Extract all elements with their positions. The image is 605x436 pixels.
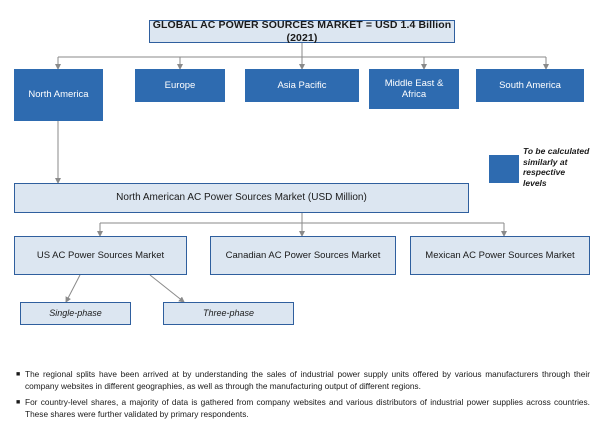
note-text: The regional splits have been arrived at by understanding the sales of industrial power supply units offered by various manufacturers through their company websites in different geographies, as well as through the manufacturing output of different regions. <box>25 369 590 392</box>
legend-label: To be calculated similarly at respective levels <box>523 146 590 188</box>
region-box-asia-pacific[interactable]: Asia Pacific <box>245 69 359 102</box>
phase-box-single[interactable]: Single-phase <box>20 302 131 325</box>
note-item <box>16 368 590 392</box>
country-box-canada[interactable]: Canadian AC Power Sources Market <box>210 236 396 275</box>
legend-swatch <box>489 155 519 183</box>
note-text: For country-level shares, a majority of data is gathered from company websites and various distributors of industrial power supplies across countries. These shares were further validated by primary respondents. <box>25 397 590 420</box>
region-box-north-america[interactable]: North America <box>14 69 103 121</box>
bullet-icon: ■ <box>16 371 21 378</box>
diagram-title: GLOBAL AC POWER SOURCES MARKET = USD 1.4 Billion (2021) <box>149 20 455 43</box>
notes-list <box>16 368 590 424</box>
bullet-icon: ■ <box>16 399 21 407</box>
regional-market-box[interactable]: North American AC Power Sources Market (USD Million) <box>14 183 469 213</box>
country-box-us[interactable]: US AC Power Sources Market <box>14 236 187 275</box>
phase-box-three[interactable]: Three-phase <box>163 302 294 325</box>
region-box-middle-east-africa[interactable]: Middle East & Africa <box>369 69 459 109</box>
note-item <box>16 396 590 420</box>
region-box-europe[interactable]: Europe <box>135 69 225 102</box>
region-box-south-america[interactable]: South America <box>476 69 584 102</box>
country-box-mexico[interactable]: Mexican AC Power Sources Market <box>410 236 590 275</box>
